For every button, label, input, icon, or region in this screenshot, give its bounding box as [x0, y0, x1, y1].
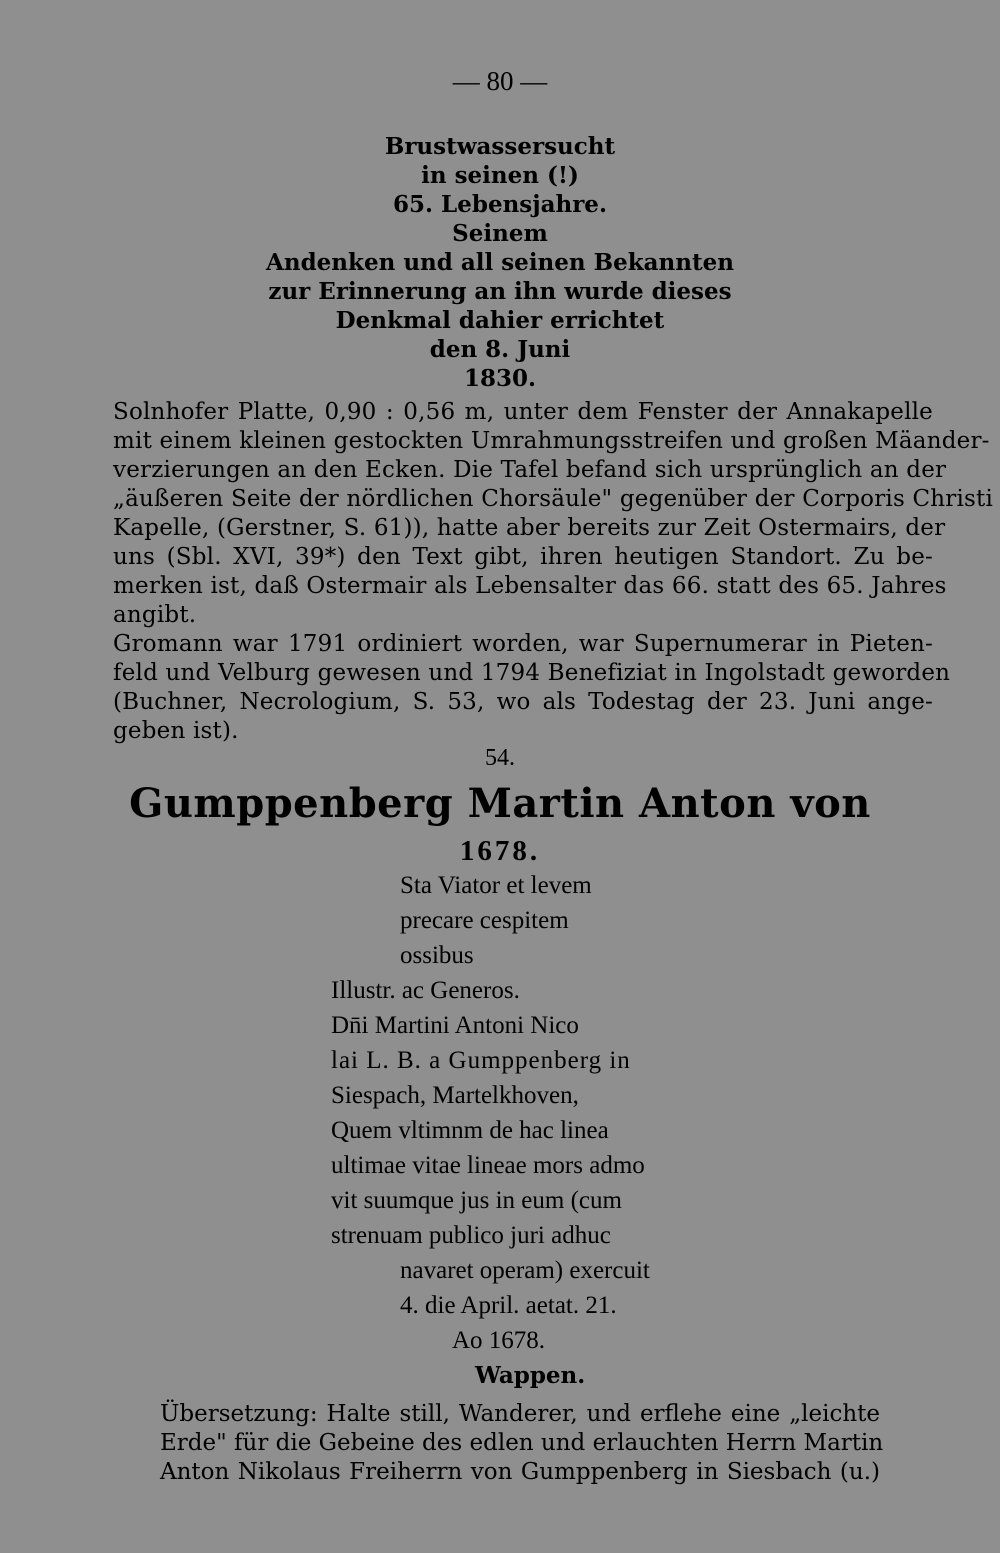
latin-inscription-line: Dn̄i Martini Antoni Nico [331, 1012, 579, 1039]
latin-inscription-line: precare cespitem [400, 907, 569, 934]
page-number: — 80 — [452, 66, 548, 96]
latin-inscription-line: ossibus [400, 942, 474, 969]
commentary-line: Gromann war 1791 ordiniert worden, war Supernumerar in Pieten- [113, 631, 933, 657]
entry-heading: Gumppenberg Martin Anton von [129, 780, 871, 827]
commentary-line: verzierungen an den Ecken. Die Tafel befand sich ursprünglich an der [113, 457, 947, 483]
inscription-line: Andenken und all seinen Bekannten [266, 249, 734, 276]
inscription-line: den 8. Juni [429, 336, 571, 363]
latin-inscription-line: Quem vltimnm de hac linea [331, 1117, 609, 1144]
latin-inscription-line: vit suumque jus in eum (cum [331, 1187, 622, 1214]
inscription-line: Brustwassersucht [384, 133, 616, 160]
inscription-line: zur Erinnerung an ihn wurde dieses [268, 278, 732, 305]
commentary-line: merken ist, daß Ostermair als Lebensalter das 66. statt des 65. Jahres [113, 573, 947, 599]
inscription-line: Denkmal dahier errichtet [335, 307, 665, 334]
latin-inscription-line: Ao 1678. [452, 1327, 546, 1354]
commentary-line: mit einem kleinen gestockten Umrahmungsstreifen und großen Mäander- [113, 428, 990, 454]
latin-inscription-line: ultimae vitae lineae mors admo [331, 1152, 645, 1179]
latin-inscription-line: navaret operam) exercuit [400, 1257, 650, 1284]
translation-line: Erde" für die Gebeine des edlen und erlauchten Herrn Martin [160, 1430, 884, 1456]
inscription-line: in seinen (!) [421, 162, 579, 189]
commentary-line: uns (Sbl. XVI, 39*) den Text gibt, ihren heutigen Standort. Zu be- [113, 544, 933, 570]
commentary-line: Kapelle, (Gerstner, S. 61)), hatte aber bereits zur Zeit Ostermairs, der [113, 515, 946, 541]
latin-inscription-line: strenuam publico juri adhuc [331, 1222, 611, 1249]
latin-inscription-line: lai L. B. a Gumppenberg in [331, 1047, 631, 1074]
translation-line: Anton Nikolaus Freiherrn von Gumppenberg in Siesbach (u.) [160, 1459, 880, 1485]
inscription-line: Seinem [452, 220, 548, 247]
coat-of-arms-note: Wappen. [475, 1362, 586, 1389]
entry-number: 54. [485, 745, 515, 771]
entry-year: 1678. [459, 835, 541, 867]
commentary-line: feld und Velburg gewesen und 1794 Benefiziat in Ingolstadt geworden [113, 660, 951, 686]
latin-inscription-line: Sta Viator et levem [400, 872, 592, 899]
inscription-line: 65. Lebensjahre. [393, 191, 607, 218]
latin-inscription-line: Siespach, Martelkhoven, [331, 1082, 579, 1109]
latin-inscription-line: Illustr. ac Generos. [331, 977, 520, 1004]
commentary-line: „äußeren Seite der nördlichen Chorsäule" gegenüber der Corporis Christi [113, 486, 994, 512]
commentary-line: angibt. [113, 602, 197, 628]
translation-line: Übersetzung: Halte still, Wanderer, und erflehe eine „leichte [160, 1401, 880, 1427]
commentary-line: (Buchner, Necrologium, S. 53, wo als Todestag der 23. Juni ange- [113, 689, 933, 715]
inscription-line: 1830. [463, 365, 537, 392]
latin-inscription-line: 4. die April. aetat. 21. [400, 1292, 617, 1319]
commentary-line: Solnhofer Platte, 0,90 : 0,56 m, unter dem Fenster der Annakapelle [113, 399, 933, 425]
commentary-line: geben ist). [113, 718, 239, 744]
